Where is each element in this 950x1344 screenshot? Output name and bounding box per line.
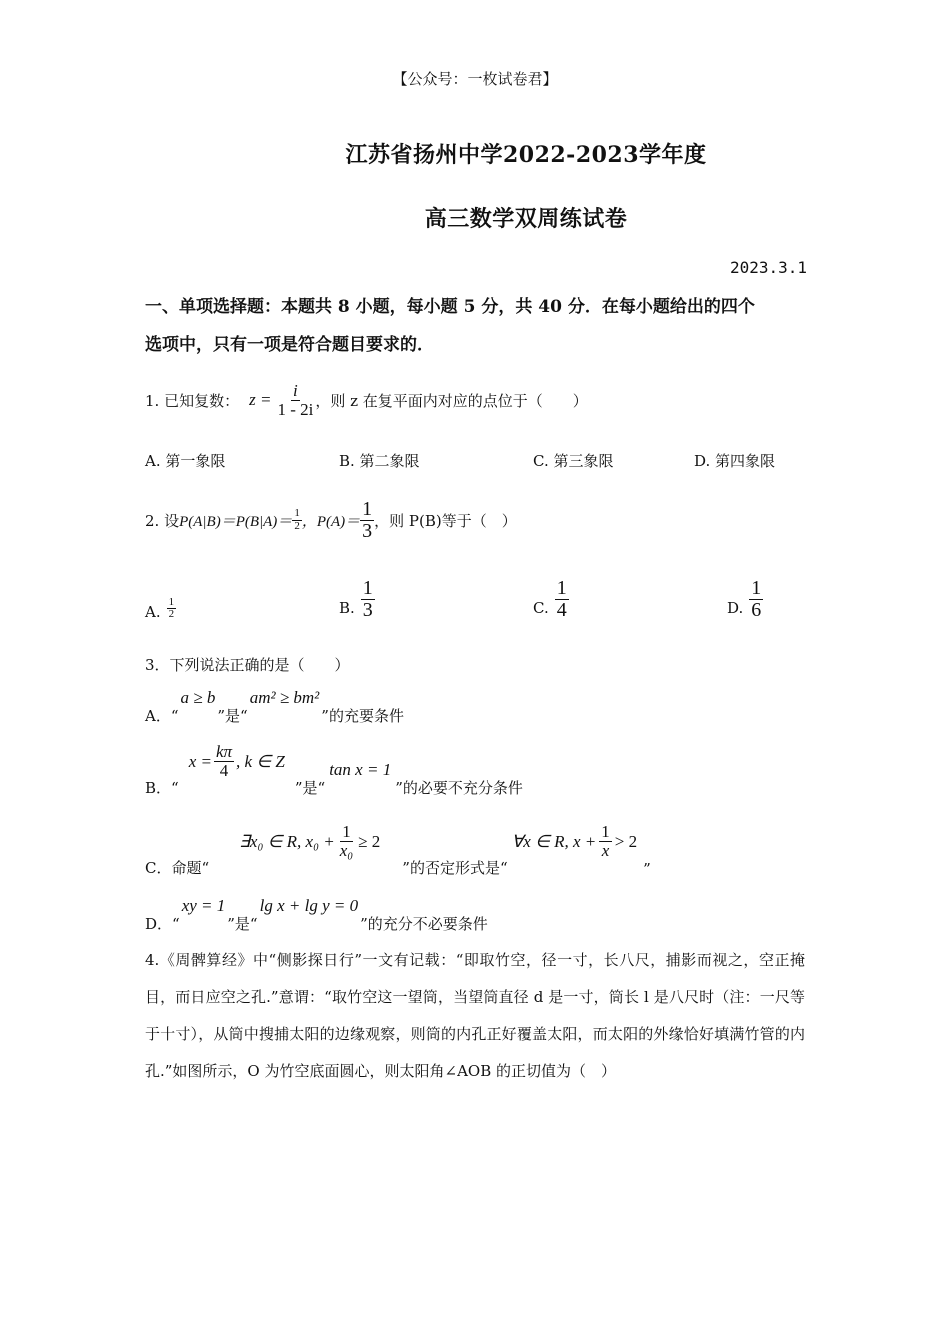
q2-option-c-num: 1: [556, 577, 567, 599]
q1-suffix: ，则 z 在复平面内对应的点位于（ ）: [315, 391, 588, 410]
q3-c-mid: ”的否定形式是“: [402, 859, 508, 877]
q3-a-mid: ”是“: [217, 707, 248, 725]
exam-subtitle: 高三数学双周练试卷: [424, 206, 628, 232]
q3-option-b: [145, 732, 523, 798]
q2-option-d-label: D.: [727, 599, 744, 617]
q3-c2-num: 1: [601, 822, 610, 842]
q1-option-a: A. 第一象限: [145, 452, 226, 470]
q1-option-d: D. 第四象限: [694, 452, 776, 470]
q3-c-num: 1: [342, 822, 351, 842]
q3-c-label: C．命题“: [145, 859, 210, 877]
question-1: [145, 368, 588, 432]
q3-a-label: A．“: [145, 707, 179, 725]
q2-option-a-fraction: [167, 597, 177, 621]
q3-option-a: [145, 684, 404, 726]
q3-b-label: B．“: [145, 779, 179, 797]
q2-option-b-den: 3: [362, 599, 373, 621]
q3-a-end: ”的充要条件: [321, 707, 404, 725]
q3-a-math1: a ≥ b: [180, 688, 216, 707]
exam-title: 江苏省扬州中学2022-2023学年度: [345, 142, 707, 168]
q3-b-math2: tan x = 1: [329, 760, 392, 779]
q3-d-mid: ”是“: [227, 915, 258, 933]
q2-option-a-num: 1: [168, 595, 175, 608]
section-1-heading-line2: 选项中，只有一项是符合题目要求的．: [145, 335, 434, 355]
q2-third-den: 3: [362, 519, 373, 542]
q2-third-num: 1: [362, 497, 373, 520]
q3-c-math1-lhs: ∃x₀ ∈ R, x₀ +: [239, 831, 335, 851]
q2-half-den: 2: [294, 519, 300, 532]
q3-b-math1-fraction: [214, 743, 234, 780]
q3-b-num: kπ: [215, 742, 233, 762]
q3-b-mid: ”是“: [294, 779, 326, 797]
q3-b-math1-rhs: , k ∈ Z: [236, 751, 285, 771]
q2-option-d-fraction: [749, 578, 763, 621]
q3-b-den: 4: [219, 761, 229, 781]
q2-option-b-label: B.: [339, 599, 355, 617]
q3-c-math2-fraction: [599, 823, 612, 860]
q2-half-num: 1: [294, 506, 300, 519]
exam-date: 2023.3.1: [729, 258, 807, 277]
q2-third-fraction: [360, 499, 374, 542]
q2-suffix: ，则 P(B)等于（ ）: [374, 511, 517, 530]
q3-c-math2-lhs: ∀x ∈ R, x +: [511, 831, 597, 851]
q1-fraction: [275, 382, 315, 419]
q1-denominator: 1 - 2i: [277, 399, 314, 419]
q3-c-math1: [239, 823, 380, 860]
q3-stem: 3．下列说法正确的是（ ）: [145, 656, 350, 674]
q3-d-label: D．“: [145, 915, 180, 933]
q2-option-b-num: 1: [362, 577, 373, 599]
q2-option-a-den: 2: [168, 608, 175, 621]
q1-numerator: i: [293, 380, 298, 400]
q3-option-d: [145, 892, 488, 934]
q2-half-fraction: [292, 508, 302, 532]
q1-option-b: B. 第二象限: [339, 452, 420, 470]
q3-c-den: x₀: [339, 841, 354, 861]
question-2: [145, 480, 517, 560]
question-4: 4.《周髀算经》中“侧影探日行”一文有记载：“即取竹空，径一寸，长八尺，捕影而视之，空正掩目，而日应空之孔.”意谓：“取竹空这一望筒，当望筒直径 d 是一寸，筒长 l 是八尺时（注：一尺等于十寸），从筒中搜捕太阳的边缘观察，则筒的内孔正好覆盖太阳，而太阳的外缘恰好填满竹管的内孔.”如图所示，O 为竹空底面圆心，则太阳角∠AOB 的正切值为（ ）: [145, 951, 805, 1080]
q3-c-end: ”: [643, 860, 651, 878]
q3-c2-den: x: [601, 841, 610, 861]
q3-c-math1-fraction: [338, 823, 355, 860]
q3-c-math1-rhs: ≥ 2: [358, 831, 381, 851]
q2-condition: P(A|B)＝P(B|A)＝: [179, 513, 293, 530]
q3-d-end: ”的充分不必要条件: [360, 915, 488, 933]
q2-option-c: [533, 565, 569, 621]
q2-option-d: [727, 565, 763, 621]
q2-option-b: [339, 565, 375, 621]
q2-option-c-den: 4: [556, 599, 567, 621]
page-header: 【公众号：一枚试卷君】: [392, 70, 558, 88]
q2-option-d-den: 6: [751, 599, 762, 621]
q2-option-c-label: C.: [533, 599, 549, 617]
q3-c-math2-rhs: > 2: [614, 831, 638, 851]
q2-option-a-label: A.: [145, 603, 161, 621]
q3-option-c: [145, 812, 651, 878]
q2-prefix: 2. 设: [145, 511, 180, 530]
section-1-heading-line1: 一、单项选择题：本题共 8 小题，每小题 5 分，共 40 分．在每小题给出的四个: [145, 297, 755, 317]
q2-option-d-num: 1: [751, 577, 762, 599]
q1-prefix: 1. 已知复数：: [145, 391, 240, 410]
q3-d-math2: lg x + lg y = 0: [259, 896, 359, 915]
q2-option-a: [145, 565, 176, 621]
q3-b-math1: [189, 743, 285, 780]
q3-d-math1: xy = 1: [181, 896, 226, 915]
q2-option-b-fraction: [361, 578, 375, 621]
q2-option-c-fraction: [555, 578, 569, 621]
q1-z-lhs: z =: [249, 390, 272, 409]
q3-b-end: ”的必要不充分条件: [395, 779, 523, 797]
q3-b-math1-lhs: x =: [188, 751, 212, 771]
q3-a-math2: am² ≥ bm²: [249, 688, 320, 707]
q3-c-math2: [512, 823, 637, 860]
q2-pa: ，P(A)＝: [301, 513, 361, 530]
q1-option-c: C. 第三象限: [533, 452, 614, 470]
